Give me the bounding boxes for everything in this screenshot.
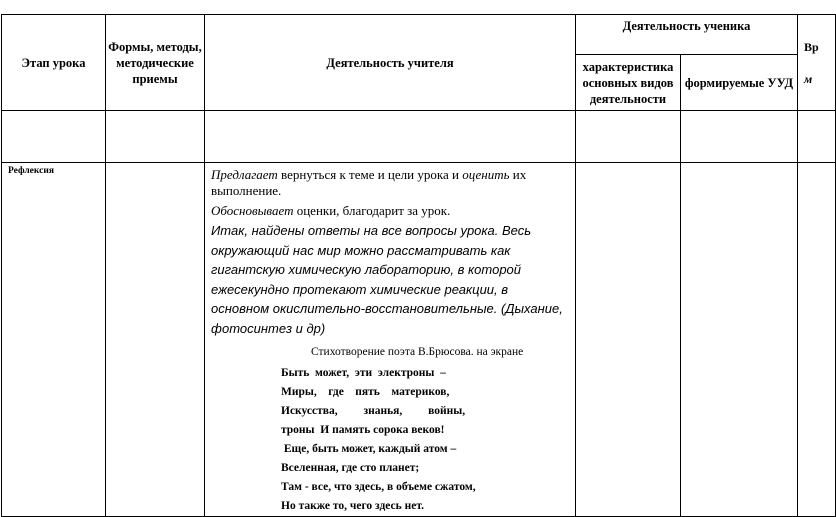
teacher-line2: Обосновывает оценки, благодарит за урок.: [211, 203, 451, 218]
header-time: Вр м: [798, 15, 836, 111]
empty-cell: [106, 111, 205, 163]
header-student: Деятельность ученика: [576, 15, 798, 55]
poem-line: Миры, где пять материков,: [281, 386, 450, 398]
poem-line: Быть может, эти электроны –: [281, 367, 446, 379]
header-stage: Этап урока: [2, 15, 106, 111]
poem-line: Вселенная, где сто планет;: [281, 462, 420, 474]
empty-cell: [2, 111, 106, 163]
poem-line: Но также то, чего здесь нет.: [281, 500, 424, 512]
empty-cell: [681, 111, 798, 163]
reflection-row: [2, 163, 836, 517]
poem-line: Там - все, что здесь, в объеме сжатом,: [281, 481, 476, 493]
teacher-line1: Предлагает вернуться к теме и цели урока и оценить их выполнение.: [211, 167, 527, 198]
teacher-speech: Итак, найдены ответы на все вопросы урока. Весь окружающий нас мир можно рассматривать как гигантскую химическую лабораторию, в которой ежесекундно протекают химические реакции, в основном окислительно-восстановительные. (Дыхание, фотосинтез и др): [211, 223, 563, 336]
empty-row: [2, 111, 836, 163]
poem-line: Искусства, знанья, войны,: [281, 405, 466, 417]
student-activity-cell: [576, 163, 681, 517]
poem-line: Еще, быть может, каждый атом –: [281, 443, 457, 455]
time-cell: [798, 163, 836, 517]
header-student-activity: характеристика основных видов деятельности: [576, 55, 681, 111]
empty-cell: [205, 111, 576, 163]
teacher-activity-cell: [205, 163, 576, 517]
empty-cell: [576, 111, 681, 163]
header-forms: Формы, методы, методические приемы: [106, 15, 205, 111]
poem: [211, 364, 569, 516]
student-uud-cell: [681, 163, 798, 517]
header-student-uud: формируемые УУД: [681, 55, 798, 111]
lesson-plan-table: [1, 14, 836, 517]
poem-title: Стихотворение поэта В.Брюсова. на экране: [311, 346, 524, 358]
empty-cell: [798, 111, 836, 163]
poem-line: троны И память сорока веков!: [281, 424, 445, 436]
header-teacher: Деятельность учителя: [205, 15, 576, 111]
stage-reflection: Рефлексия: [2, 163, 106, 517]
forms-cell: [106, 163, 205, 517]
